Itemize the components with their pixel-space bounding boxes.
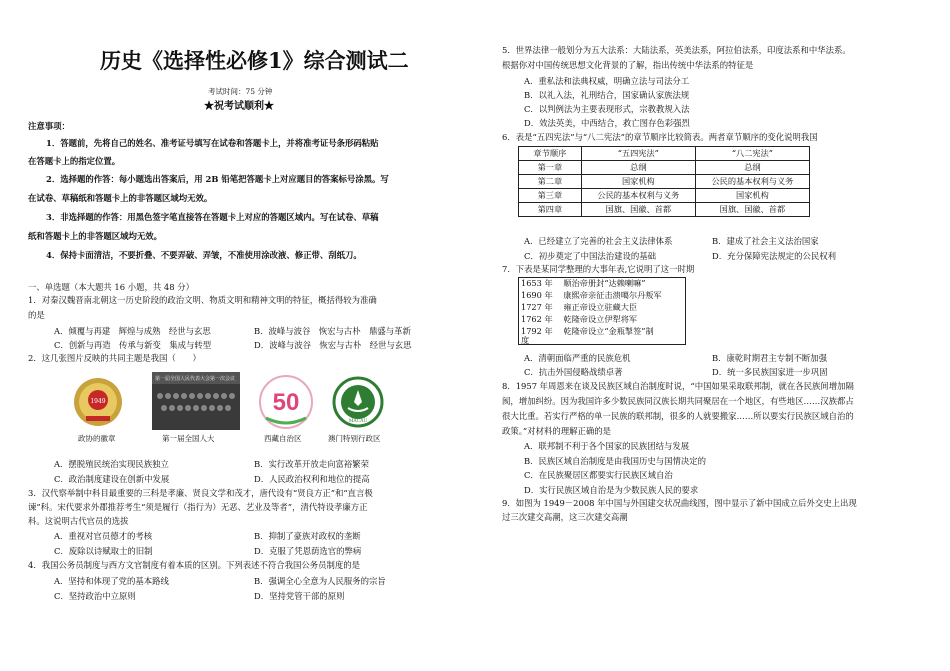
note-1a: 1．答题前，先将自己的姓名、准考证号填写在试卷和答题卡上，并将准考证号条形码粘贴 [46,138,379,148]
q7-event: 1727 年 雍正帝设立驻藏大臣 [521,302,638,312]
q7-timeline-box [518,277,686,345]
note-2a: 2．选择题的作答：每小题选出答案后，用 2B 铅笔把答题卡上对应题目的答案标号涂黑。写 [46,174,389,184]
table-cell: 公民的基本权利与义务 [581,189,695,203]
table-cell: 国旗、国徽、首都 [581,203,695,217]
table-row [519,175,810,189]
table-cell: 总纲 [695,161,809,175]
q8-option-d: D．实行民族区域自治是为少数民族人民的要求 [524,485,699,495]
q6-stem: 6．表是“五四宪法”与“八二宪法”的章节顺序比较简表。两者章节顺序的变化说明我国 [502,132,818,142]
q7-option-a: A．清朝面临严重的民族危机 [524,353,631,363]
caption-tibet: 西藏自治区 [264,434,302,443]
table-cell: 国家机构 [581,175,695,189]
q4-option-c: C．坚持政治中立原则 [54,591,136,601]
npc-photo-image [152,372,240,430]
table-row [519,161,810,175]
q8-line-3: 很大比重。若实行严格的单一民族的联邦制，很多的人就要搬家……所以要实行民族区域自治的 [502,411,854,421]
q9-line-1: 9．如图为 1949－2008 年中国与外国建交状况曲线图，图中显示了新中国成立后外交史上出现 [502,498,857,508]
q1-option-a: A．倾覆与再建 辉煌与成熟 经世与玄思 [54,326,211,336]
q6-header-cell: “八二宪法” [695,147,809,161]
macau-emblem-image [332,376,384,428]
table-cell: 公民的基本权利与义务 [695,175,809,189]
table-cell: 第四章 [519,203,582,217]
q7-event-continued: 度 [521,335,530,345]
q1-option-b: B．波峰与波谷 恢宏与古朴 鼎盛与革新 [254,326,411,336]
section-heading: 一、单选题（本大题共 16 小题，共 48 分） [28,282,194,292]
table-cell: 国家机构 [695,189,809,203]
q8-line-2: 阂，增加纠纷。因为我国许多少数民族同汉族长期共同聚居在一个地区，有些地区……汉族都占 [502,396,854,406]
notes-heading: 注意事项： [28,121,70,131]
q3-option-d: D．克服了凭恩荫选官的弊病 [254,546,362,556]
q2-option-a: A．摆脱殖民统治实现民族独立 [54,459,169,469]
tibet-logo-image [258,374,314,430]
q7-option-b: B．康乾时期君主专制不断加强 [712,353,828,363]
q6-header-cell: 章节顺序 [519,147,582,161]
q6-header-cell: “五四宪法” [581,147,695,161]
q8-line-1: 8．1957 年周恩来在谈及民族区域自治制度时说，“中国如果采取联邦制，就在各民族间增加隔 [502,381,854,391]
q5-option-c: C．以判例法为主要表现形式，宗教教规入法 [524,104,690,114]
table-cell: 第一章 [519,161,582,175]
q6-option-c: C．初步奠定了中国法治建设的基础 [524,251,657,261]
cppcc-emblem-image [72,376,124,428]
q7-option-c: C．抗击外国侵略战绩卓著 [524,367,623,377]
note-1b: 在答题卡上的指定位置。 [28,156,121,166]
q7-event: 1690 年 康熙帝亲征击溃噶尔丹叛军 [521,290,662,300]
q6-option-a: A．已经建立了完善的社会主义法律体系 [524,236,673,246]
note-3a: 3．非选择题的作答：用黑色签字笔直接答在答题卡上对应的答题区域内。写在试卷、草稿 [46,212,379,222]
q3-line-2: 谏”科。宋代要求外郡推荐考生“须是履行（指行为）无恶、艺业及等者”，清代特设孝廉方正 [28,502,368,512]
q4-option-a: A．坚持和体现了党的基本路线 [54,576,169,586]
caption-macau: 澳门特别行政区 [328,434,381,443]
table-cell: 国旗、国徽、首都 [695,203,809,217]
q5-option-d: D．效法英美，中西结合，救亡图存色彩强烈 [524,118,690,128]
q4-option-d: D．坚持党管干部的原则 [254,591,345,601]
page-title: 历史《选择性必修1》综合测试二 [100,48,409,73]
q2-option-b: B．实行改革开放走向富裕繁荣 [254,459,370,469]
table-cell: 第三章 [519,189,582,203]
svg-text:50: 50 [272,389,300,416]
exam-time: 考试时间：75 分钟 [208,87,273,96]
note-4: 4．保持卡面清洁，不要折叠、不要弄破、弄皱，不准使用涂改液、修正带、刮纸刀。 [46,250,362,260]
q5-line-2: 根据你对中国传统思想文化背景的了解，指出传统中华法系的特征是 [502,60,754,70]
q4-stem: 4．我国公务员制度与西方文官制度有着本质的区别。下列表述不符合我国公务员制度的是 [28,560,360,570]
q8-line-4: 政策。”对材料的理解正确的是 [502,426,611,436]
table-row [519,189,810,203]
q7-stem: 7．下表是某同学整理的大事年表,它说明了这一时期 [502,264,695,274]
q2-option-c: C．政治制度建设在创新中发展 [54,474,170,484]
q1-option-c: C．创新与再造 传承与新变 集成与转型 [54,340,212,350]
table-cell: 总纲 [581,161,695,175]
q5-line-1: 5．世界法律一般划分为五大法系：大陆法系，英美法系，阿拉伯法系，印度法系和中华法系。 [502,45,851,55]
table-row [519,203,810,217]
q1-stem-b: 的是 [28,310,45,320]
wish-text: ★祝考试顺利★ [204,101,274,112]
q8-option-b: B．民族区域自治制度是由我国历史与国情决定的 [524,456,707,466]
table-cell: 第二章 [519,175,582,189]
macau-text: MACAU [348,419,368,424]
q1-stem-a: 1．对秦汉魏晋南北朝这一历史阶段的政治文明、物质文明和精神文明的特征，概括得较为准确 [28,295,377,305]
q8-option-a: A．联邦制不利于各个国家的民族团结与发展 [524,441,690,451]
q7-event: 1762 年 乾隆帝设立伊犁将军 [521,314,638,324]
q2-option-d: D．人民政治权利和地位的提高 [254,474,370,484]
q3-line-1: 3．汉代察举制中科目最重要的三科是孝廉、贤良文学和茂才，唐代设有“贤良方正”和“直言极 [28,488,373,498]
q6-option-b: B．建成了社会主义法治国家 [712,236,819,246]
caption-cppcc: 政协的徽章 [78,434,116,443]
emblem-year: 1949 [90,398,106,405]
q1-option-d: D．波峰与波谷 恢宏与古朴 经世与玄思 [254,340,412,350]
q3-option-a: A．重视对官员德才的考核 [54,531,153,541]
q2-stem: 2．这几张图片反映的共同主题是我国（ ） [28,353,201,363]
q6-table [518,146,810,217]
q4-option-b: B．强调全心全意为人民服务的宗旨 [254,576,386,586]
npc-photo-banner: 第一届全国人民代表大会第一次会议 [155,376,236,382]
q3-option-b: B．抑制了豪族对政权的垄断 [254,531,361,541]
q5-option-a: A．重私法和法典权威，明确立法与司法分工 [524,76,690,86]
q7-event: 1792 年 乾隆帝设立“金瓶掣签”制 [521,326,654,336]
note-2b: 在试卷、草稿纸和答题卡上的非答题区域均无效。 [28,193,213,203]
q6-option-d: D．充分保障宪法规定的公民权利 [712,251,836,261]
q5-option-b: B．以礼入法，礼刑结合，国家确认家族法规 [524,90,690,100]
q9-line-2: 过三次建交高潮，这三次建交高潮 [502,512,628,522]
q7-option-d: D．统一多民族国家进一步巩固 [712,367,828,377]
caption-npc: 第一届全国人大 [162,434,215,443]
note-3b: 纸和答题卡上的非答题区域均无效。 [28,231,162,241]
q7-event: 1653 年 顺治帝册封“达赖喇嘛” [521,278,646,288]
q8-option-c: C．在民族聚居区都要实行民族区域自治 [524,470,673,480]
q3-option-c: C．废除以诗赋取士的旧制 [54,546,153,556]
q3-line-3: 科。这说明古代官员的选拔 [28,516,129,526]
q6-table-header [519,147,810,161]
